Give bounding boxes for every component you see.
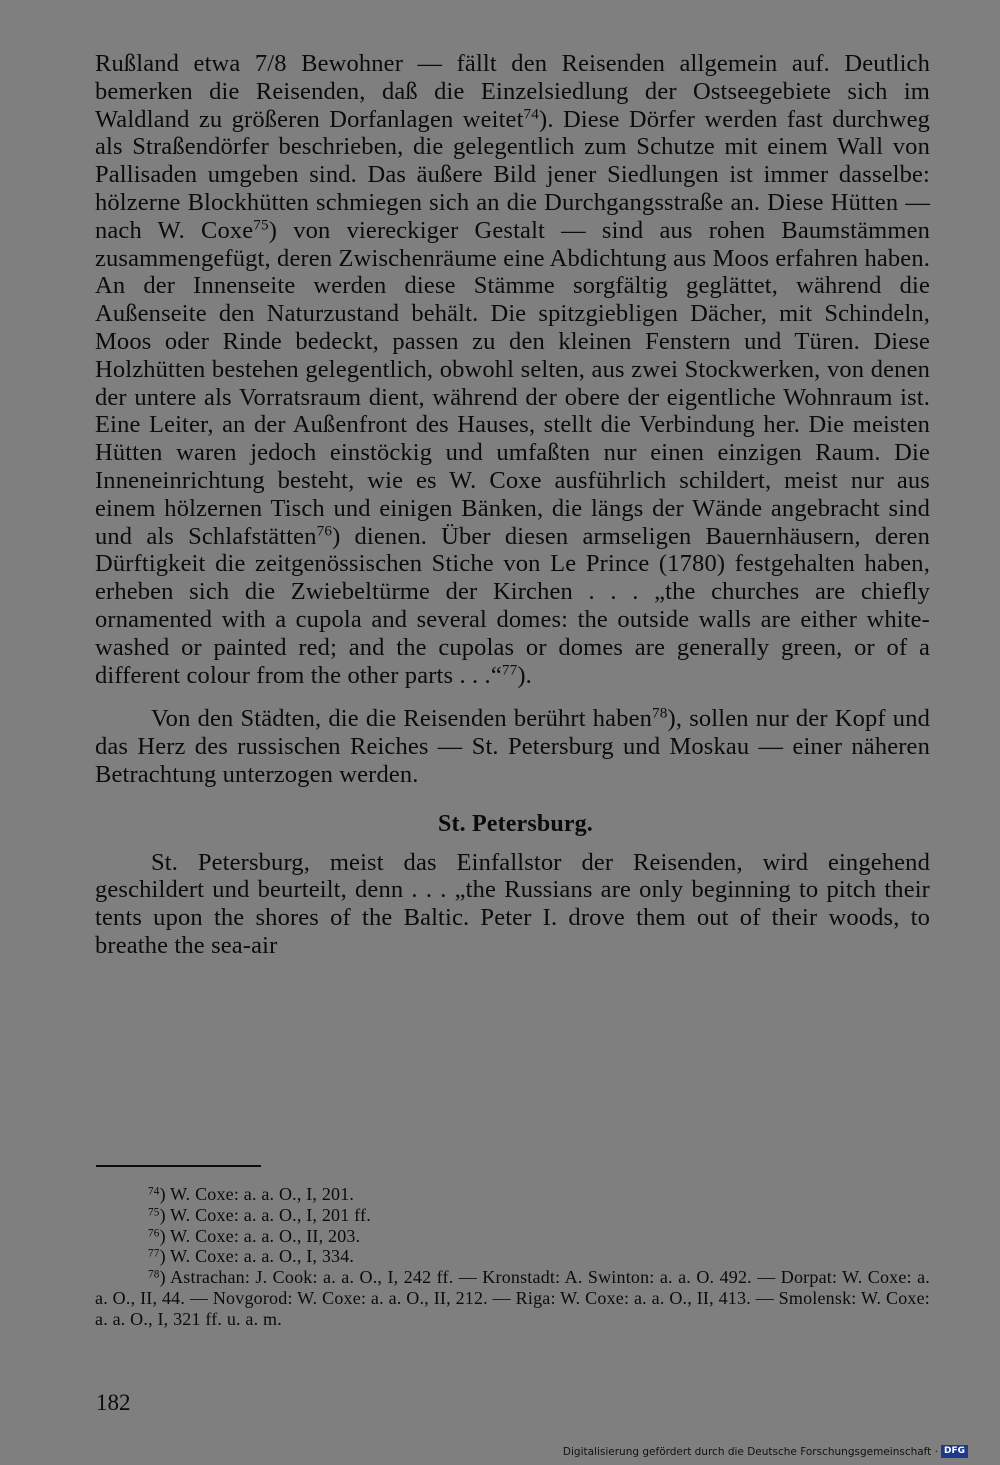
footnote-78: $^{78}$) Astrachan: J. Cook: a. a. O., I, 242 ff. — Kronstadt: A. Swinton: a. a. O. 492. — Dorpat: W. Coxe: a. a. O., II, 44. — Novgorod: W. Coxe: a. a. O., II, 212. — Riga: W. Coxe: a. a. O., II, 413. — Smolensk: W. Coxe: a. a. O., I, 321 ff. u. a. m.: [95, 1267, 930, 1329]
footnote-77: $^{77}$) W. Coxe: a. a. O., I, 334.: [148, 1246, 355, 1267]
dfg-logo-icon: DFG: [941, 1445, 968, 1458]
body-text: [95, 50, 930, 960]
footnote-ref-75[interactable]: 75: [253, 216, 269, 234]
section-heading: St. Petersburg.: [438, 810, 593, 837]
paragraph-gap: [95, 689, 930, 705]
footnote-76: $^{76}$) W. Coxe: a. a. O., II, 203.: [148, 1225, 361, 1246]
footnote-75: $^{75}$) W. Coxe: a. a. O., I, 201 ff.: [148, 1204, 371, 1225]
footnotes: [95, 1184, 930, 1330]
footnote-ref-76[interactable]: 76: [316, 522, 333, 540]
footnote-ref-78[interactable]: 78: [652, 704, 668, 722]
credit-text: Digitalisierung gefördert durch die Deutsche Forschungsgemeinschaft ·: [562, 1445, 938, 1458]
paragraph-1: Rußland etwa 7/8 Bewohner — fällt den Reisenden allgemein auf. Deutlich bemerken die Reisenden, daß die Einzelsiedlung der Ostseegebiete sich im Waldland zu größeren Dorfanlagen weitet$^{74}$). Diese Dörfer werden fast durchweg als Straßendörfer beschrieben, die gelegentlich zum Schutze mit einem Wall von Pallisaden umgeben sind. Das äußere Bild jener Siedlungen ist immer dasselbe: hölzerne Blockhütten schmiegen sich an die Durchgangsstraße an. Diese Hütten — nach W. Coxe$^{75}$) von viereckiger Gestalt — sind aus rohen Baumstämmen zusammengefügt, deren Zwischenräume eine Abdichtung aus Moos erfahren haben. An der Innenseite werden diese Stämme sorgfältig geglättet, während die Außenseite den Naturzustand behält. Die spitzgiebligen Dächer, mit Schindeln, Moos oder Rinde bedeckt, passen zu den kleinen Fenstern und Türen. Diese Holzhütten bestehen gelegentlich, obwohl selten, aus zwei Stockwerken, von denen der untere als Vorratsraum dient, während der obere der eigentliche Wohnraum ist. Eine Leiter, an der Außenfront des Hauses, stellt die Verbindung her. Die meisten Hütten waren jedoch einstöckig und umfaßten nur einen einzigen Raum. Die Inneneinrichtung besteht, wie es W. Coxe ausführlich schildert, meist nur aus einem hölzernen Tisch und einigen Bänken, die längs der Wände angebracht sind und als Schlafstätten$^{76}$) dienen. Über diesen armseligen Bauernhäusern, deren Dürftigkeit die zeitgenössischen Stiche von Le Prince (1780) festgehalten haben, erheben sich die Zwiebeltürme der Kirchen . . . „the churches are chiefly ornamented with a cupola and several domes: the outside walls are either white-washed or painted red; and the cupolas or domes are generally green, or of a different colour from the other parts . . .“$^{77}$).: [95, 50, 931, 689]
page-number: 182: [96, 1390, 131, 1415]
paragraph-2: Von den Städten, die die Reisenden berührt haben$^{78}$), sollen nur der Kopf und das Herz des russischen Reiches — St. Petersburg und Moskau — einer näheren Betrachtung unterzogen werden.: [95, 704, 930, 788]
footnote-ref-77[interactable]: 77: [501, 661, 518, 679]
footnote-74: $^{74}$) W. Coxe: a. a. O., I, 201.: [148, 1184, 355, 1204]
footnote-separator: [96, 1165, 261, 1167]
digitization-credit: [563, 1445, 968, 1458]
footnote-ref-74[interactable]: 74: [523, 105, 540, 123]
paragraph-3: St. Petersburg, meist das Einfallstor der Reisenden, wird eingehend geschildert und beurteilt, denn . . . „the Russians are only beginning to pitch their tents upon the shores of the Baltic. Peter I. drove them out of their woods, to breathe the sea-air: [95, 848, 930, 959]
